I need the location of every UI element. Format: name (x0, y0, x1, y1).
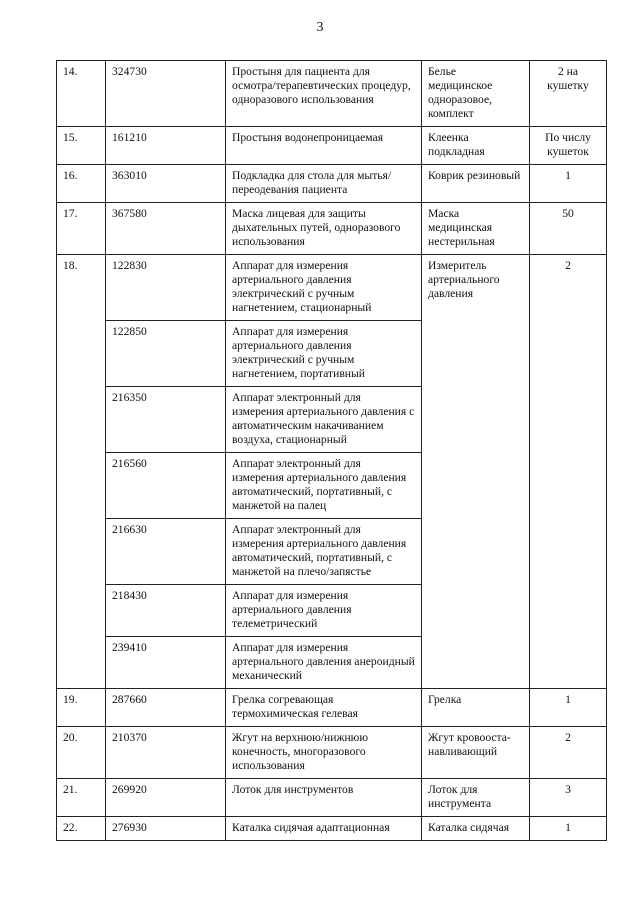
product-group: Белье медицинское одноразовое, комплект (422, 61, 530, 127)
product-code: 216350 (106, 387, 226, 453)
product-code: 239410 (106, 637, 226, 689)
product-code: 216630 (106, 519, 226, 585)
product-name: Лоток для инструментов (226, 779, 422, 817)
table-row (57, 689, 607, 727)
quantity: 1 (530, 689, 607, 727)
row-number: 22. (57, 817, 106, 841)
product-group: Клеенка подкладная (422, 127, 530, 165)
row-number: 19. (57, 689, 106, 727)
page-number: 3 (316, 20, 324, 35)
product-group: Грелка (422, 689, 530, 727)
product-name: Аппарат электронный для измерения артериального давления с автоматическим накачиванием воздуха, стационарный (226, 387, 422, 453)
quantity: 1 (530, 817, 607, 841)
product-code: 216560 (106, 453, 226, 519)
product-name: Аппарат для измерения артериального давления электрический с ручным нагнетением, стационарный (226, 255, 422, 321)
product-code: 367580 (106, 203, 226, 255)
product-code: 324730 (106, 61, 226, 127)
product-name: Каталка сидячая адаптационная (226, 817, 422, 841)
quantity: По числу кушеток (530, 127, 607, 165)
row-number: 20. (57, 727, 106, 779)
table-row (57, 127, 607, 165)
product-group: Лоток для инструмента (422, 779, 530, 817)
product-name: Простыня водонепроницаемая (226, 127, 422, 165)
product-name: Простыня для пациента для осмотра/терапевтических процедур, одноразового использования (226, 61, 422, 127)
product-code: 210370 (106, 727, 226, 779)
row-number: 21. (57, 779, 106, 817)
product-name: Грелка согревающая термохимическая гелевая (226, 689, 422, 727)
product-group: Маска медицинская нестерильная (422, 203, 530, 255)
quantity: 2 (530, 727, 607, 779)
product-code: 287660 (106, 689, 226, 727)
table-row (57, 779, 607, 817)
quantity: 1 (530, 165, 607, 203)
row-number: 14. (57, 61, 106, 127)
row-number: 16. (57, 165, 106, 203)
row-number: 15. (57, 127, 106, 165)
row-number: 18. (57, 255, 106, 689)
product-name: Жгут на верхнюю/нижнюю конечность, многоразового использования (226, 727, 422, 779)
table-row (57, 255, 607, 321)
product-code: 363010 (106, 165, 226, 203)
product-name: Подкладка для стола для мытья/переодевания пациента (226, 165, 422, 203)
equipment-table (56, 60, 607, 841)
product-code: 122850 (106, 321, 226, 387)
product-code: 161210 (106, 127, 226, 165)
product-name: Аппарат электронный для измерения артериального давления автоматический, портативный, с манжетой на плечо/запястье (226, 519, 422, 585)
product-group: Жгут кровооста-навливающий (422, 727, 530, 779)
product-code: 218430 (106, 585, 226, 637)
product-name: Аппарат для измерения артериального давления анероидный механический (226, 637, 422, 689)
table-row (57, 203, 607, 255)
product-name: Маска лицевая для защиты дыхательных путей, одноразового использования (226, 203, 422, 255)
product-code: 276930 (106, 817, 226, 841)
product-group: Измеритель артериального давления (422, 255, 530, 689)
table-row (57, 61, 607, 127)
product-code: 122830 (106, 255, 226, 321)
quantity: 2 (530, 255, 607, 689)
table-row (57, 817, 607, 841)
product-code: 269920 (106, 779, 226, 817)
quantity: 2 на кушетку (530, 61, 607, 127)
quantity: 50 (530, 203, 607, 255)
product-group: Коврик резиновый (422, 165, 530, 203)
table-row (57, 165, 607, 203)
product-name: Аппарат для измерения артериального давления телеметрический (226, 585, 422, 637)
product-name: Аппарат электронный для измерения артериального давления автоматический, портативный, с манжетой на палец (226, 453, 422, 519)
product-group: Каталка сидячая (422, 817, 530, 841)
table-row (57, 727, 607, 779)
quantity: 3 (530, 779, 607, 817)
row-number: 17. (57, 203, 106, 255)
product-name: Аппарат для измерения артериального давления электрический с ручным нагнетением, портативный (226, 321, 422, 387)
